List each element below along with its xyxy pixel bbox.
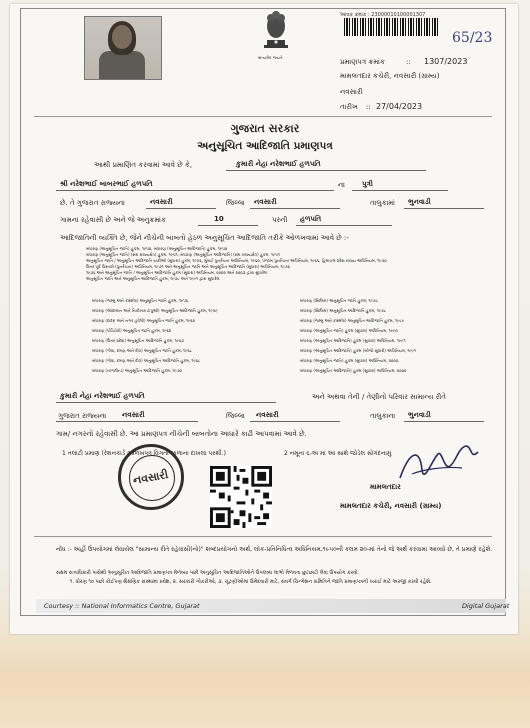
order-right: બંધારણ (સિક્કિમ) અનુસૂચિત આદિજાતિ હુકમ, ૧૯૭૮ (300, 308, 387, 313)
signatory-designation: મામલતદાર (370, 483, 401, 491)
issuing-office: મામલતદાર કચેરી, નવસારી (ગ્રામ્ય) (340, 72, 440, 80)
state-prefix: છે. તે ગુજરાત રાજ્યના (60, 199, 125, 207)
order-left: બંધારણ (આંદામાન અને નિકોબાર ટાપુઓ) અનુસૂચિત આદિજાતિ હુકમ, ૧૯૫૯ (92, 308, 218, 313)
handwritten-reference: 65/23 (452, 30, 493, 46)
footnote-text-2: ૧. ધોરણ ૧૦ પછી કોઈપણ શૈક્ષણિક સંસ્થામાં પ્રવેશ, ૨. સરકારી નોકરીઓ, ૩. ચૂંટણીઓમાં ઉમેદવારી માટે, સંવર્ગ ચિન્ગેશન સમિતિને જાતિ પ્રમાણપત્રની ખરાઈ માટે અરજી કરવી રહેશે. (70, 579, 432, 585)
residence-taluka-label: તાલુકાના (370, 412, 396, 420)
basis-item-1: 1 તલાટી પ્રમાણ (રેશનકાર્ડ ઓળખપત્ર વિગતો શાળાના દાખલા પરથી.) (62, 450, 226, 457)
relation-value: પુત્રી (362, 180, 373, 188)
certificate-title: અનુસૂચિત આદિજાતિ પ્રમાણપત્ર (197, 140, 333, 152)
signature (392, 440, 482, 490)
stamp-text: નવસારી (132, 468, 170, 487)
order-right: બંધારણ (સિક્કિમ) અનુસૂચિત જાતિ હુકમ, ૧૯૭૮ (300, 298, 378, 303)
applicant-photo (84, 16, 162, 80)
order-right: બંધારણ (અનુસૂચિત જાતિ) હુકમ (સુધારા) અધિનિયમ, ૨૦૦૨ (300, 358, 399, 363)
law-line: ૧૯૭૬ અને અનુસૂચિત જાતિ / અનુસૂચિત આદિજાતિ હુકમ (સુધારા) અધિનિયમ, ૨૦૦૨ અને ૨૦૦૩ દ્વારા સુધારેલ (86, 270, 267, 275)
applicant-name: કુમારી નેહા નરેશભાઈ હળપતિ (236, 160, 321, 168)
residence-village-text: ગામ/ નગરનો રહેવાસી છે. આ પ્રમાણપત્ર નીચેની બાબતોના આધારે કાઢી આપવામાં આવે છે. (56, 430, 307, 438)
law-line: ઉત્તર પૂર્વ વિસ્તારો (પુનર્રચના) અધિનિયમ, ૧૯૭૧ અને અનુસૂચિત જાતિ અને અનુસૂચિત આદિજાતિ (સુધારા) અધિનિયમ, ૧૯૭૬ (86, 264, 290, 269)
serial-field (198, 215, 258, 226)
law-line: બંધારણ (અનુસૂચિત જાતિ) (સંઘ રાજ્યક્ષેત્ર) હુકમ, ૧૯૫૧, બંધારણ (અનુસૂચિત આદિજાતિ) (સંઘ રાજ્યક્ષેત્ર) હુકમ, ૧૯૫૧ (86, 252, 280, 257)
date-label: તારીખ (340, 103, 358, 111)
order-left: બંધારણ (ઉત્તર પ્રદેશ) અનુસૂચિત આદિજાતિ હુકમ, ૧૯૬૭ (92, 338, 184, 343)
residence-taluka-value: ભુનવાડી (408, 411, 431, 419)
barcode (344, 18, 440, 36)
national-emblem-icon (258, 6, 294, 56)
order-right: બંધારણ (અનુસૂચિત જાતિ) હુકમ (સુધારા) અધિનિયમ, ૧૯૯૦ (300, 328, 398, 333)
recognition-text: આદિજાતિની વ્યક્તિ છે, જેને નીચેની બાબતો હેઠળ અનુસૂચિત આદિજાતિ તરીકે ઓળખવામાં આવે છે :- (60, 234, 349, 242)
order-left: બંધારણ (ગોવા, દમણ અને દીવ) અનુસૂચિત આદિજાતિ હુકમ, ૧૯૬૮ (92, 358, 201, 363)
residence-district-value: નવસારી (256, 411, 279, 419)
signatory-office: મામલતદાર કચેરી, નવસારી (ગ્રામ્ય) (340, 502, 442, 510)
order-left: બંધારણ (જમ્મુ અને કાશ્મીર) અનુસૂચિત જાતિ હુકમ, ૧૯૫૬ (92, 298, 189, 303)
order-left: બંધારણ (નાગાલેન્ડ) અનુસૂચિત આદિજાતિ હુકમ, ૧૯૭૦ (92, 368, 182, 373)
state-district: નવસારી (150, 198, 173, 206)
residence-district-label: જિલ્લા (226, 412, 245, 420)
footer-courtesy: Courtesy :: National Informatics Centre, Gujarat (44, 602, 200, 610)
law-line: અનુસૂચિત જાતિ / અનુસૂચિત આદિજાતિ યાદીઓ (સુધારા) હુકમ, ૧૯૫૬, મુંબઈ પુનર્રચના અધિનિયમ, ૧૯૬૦, પંજાબ પુનર્રચના અધિનિયમ, ૧૯૬૬, હિમાચલ પ્રદેશ રાજ્ય અધિનિયમ, ૧૯૭૦ (86, 258, 387, 263)
law-line: અનુસૂચિત જાતિ અને અનુસૂચિત આદિજાતિ હુકમ, ૧૯૭૮ અને ૧૯૯૧ દ્વારા સુધારેલ (86, 276, 220, 281)
order-right: બંધારણ (અનુસૂચિત આદિજાતિ) હુકમ (સુધારા) અધિનિયમ, ૧૯૯૧ (300, 338, 406, 343)
residence-name: કુમારી નેહા નરેશભાઈ હળપતિ (60, 392, 145, 400)
law-line: બંધારણ (અનુસૂચિત જાતિ) હુકમ, ૧૯૫૦, બંધારણ (અનુસૂચિત આદિજાતિ) હુકમ, ૧૯૫૦ (86, 246, 228, 251)
tribe-label: પરની (272, 216, 288, 224)
relation-label: ના (338, 181, 345, 189)
footnote-text: સક્ષમ સત્તાધિકારી પાસેથી અનુસૂચિત આદિજાતિ પ્રમાણપત્ર મેળવ્યા પછી અનુસૂચિત આદિજાતિઓને ઉપલબ્ધ લાભો મેળવતા છુટછાટો લેવા ઉપયોગ કરવો. (56, 570, 360, 576)
taluka-value: ભુનવાડી (408, 198, 431, 206)
note-text: નોંધ :- અહીં ઉપયોગમાં લેવાયેલ "સામાન્ય રીતે રહેવાસી(નો)" શબ્દપ્રયોગનો અર્થ, લોક-પ્રતિનિધિત્વ અધિનિયમ,૧૯૫૦ની કલમ ૨૦-માં તેનો જે અર્થ કરવામાં આવ્યો છે, તે પ્રમાણે રહેશે. (56, 546, 493, 553)
issuing-place: નવસારી (340, 88, 363, 96)
emblem-caption: સત્યમેવ જયતે (258, 55, 283, 60)
order-right: બંધારણ (અનુસૂચિત આદિજાતિ) હુકમ (સુધારા) અધિનિયમ, ૨૦૦૨ (300, 368, 407, 373)
office-stamp (118, 444, 184, 510)
qr-code (210, 466, 272, 528)
serial-number: આવક ક્રમાંક : 23000010100001307 (340, 12, 426, 18)
district-value: નવસારી (254, 198, 277, 206)
government-title: ગુજરાત સરકાર (230, 122, 300, 135)
notes-divider (34, 536, 492, 537)
order-right: બંધારણ (જમ્મુ અને કાશ્મીર) અનુસૂચિત આદિજાતિ હુકમ, ૧૯૮૯ (300, 318, 405, 323)
order-left: બંધારણ (દાદરા અને નગર હવેલી) અનુસૂચિત જાતિ હુકમ, ૧૯૬૨ (92, 318, 195, 323)
residence-and-text: અને અથવા તેની / તેણીનો પરિવાર સામાન્ય રીતે (312, 393, 446, 401)
issue-date: 27/04/2023 (376, 102, 423, 111)
footer-brand: Digital Gujarat (462, 602, 510, 610)
order-left: બંધારણ (પોંડિચેરી) અનુસૂચિત જાતિ હુકમ, ૧૯૬૪ (92, 328, 172, 333)
header-divider (34, 116, 492, 117)
order-right: બંધારણ (અનુસૂચિત આદિજાતિ) હુકમ (બીજો સુધારો) અધિનિયમ, ૧૯૯૧ (300, 348, 416, 353)
basis-item-2: 2 નમૂના ૬-અ માં આ સાથે જોડેલ સોગંદનામું (284, 450, 392, 457)
residence-state-district: નવસારી (122, 411, 145, 419)
residence-state-text: ગુજરાત રાજ્યના (58, 412, 107, 420)
district-label: જિલ્લા (226, 199, 245, 207)
serial-value: 10 (214, 215, 224, 223)
tribe-value: હળપતિ (300, 215, 322, 223)
certify-text: આથી પ્રમાણિત કરવામાં આવે છે કે, (94, 161, 193, 169)
parent-name: શ્રી નરેશભાઈ બાબરભાઈ હળપતિ (60, 180, 153, 188)
certificate-number: 1307/2023 (424, 57, 468, 66)
taluka-label: તાલુકામાં (370, 199, 395, 207)
order-left: બંધારણ (ગોવા, દમણ અને દીવ) અનુસૂચિત જાતિ હુકમ, ૧૯૬૮ (92, 348, 192, 353)
certificate-number-label: પ્રમાણપત્ર ક્રમાંક (340, 58, 385, 66)
village-text: ગામના રહેવાસી છે અને જે અનુક્રમાંક (60, 216, 166, 224)
